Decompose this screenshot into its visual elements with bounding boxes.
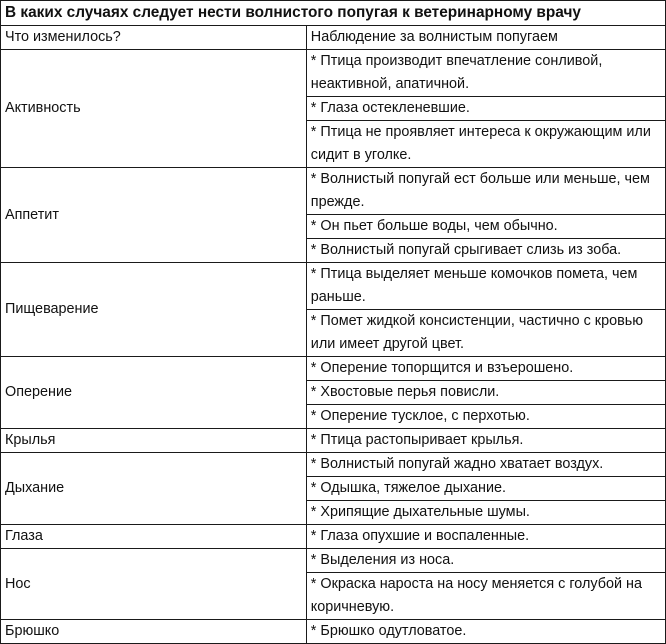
table-row (1, 50, 666, 97)
table-row (1, 429, 666, 453)
observation-cell: * Брюшко одутловатое. (306, 620, 665, 644)
observation-cell: * Волнистый попугай ест больше или меньше, чем прежде. (306, 168, 665, 215)
header-row (1, 26, 666, 50)
observation-cell: * Волнистый попугай срыгивает слизь из зоба. (306, 239, 665, 263)
table-row (1, 357, 666, 381)
observation-cell: * Хвостовые перья повисли. (306, 381, 665, 405)
observation-cell: * Глаза остекленевшие. (306, 97, 665, 121)
observation-cell: * Оперение топорщится и взъерошено. (306, 357, 665, 381)
observation-cell: * Птица производит впечатление сонливой, неактивной, апатичной. (306, 50, 665, 97)
category-cell: Пищеварение (1, 263, 307, 357)
observation-cell: * Оперение тусклое, с перхотью. (306, 405, 665, 429)
observation-cell: * Глаза опухшие и воспаленные. (306, 525, 665, 549)
category-cell: Активность (1, 50, 307, 168)
category-cell: Глаза (1, 525, 307, 549)
table-row (1, 620, 666, 644)
observation-cell: * Он пьет больше воды, чем обычно. (306, 215, 665, 239)
observation-cell: * Окраска нароста на носу меняется с голубой на коричневую. (306, 573, 665, 620)
observation-cell: * Хрипящие дыхательные шумы. (306, 501, 665, 525)
table-title: В каких случаях следует нести волнистого попугая к ветеринарному врачу (1, 1, 666, 26)
observation-cell: * Птица выделяет меньше комочков помета, чем раньше. (306, 263, 665, 310)
category-cell: Нос (1, 549, 307, 620)
category-cell: Аппетит (1, 168, 307, 263)
table-body (1, 50, 666, 644)
table-row (1, 168, 666, 215)
category-cell: Брюшко (1, 620, 307, 644)
table-row (1, 263, 666, 310)
column-header-category: Что изменилось? (1, 26, 307, 50)
observation-cell: * Птица не проявляет интереса к окружающим или сидит в уголке. (306, 121, 665, 168)
table-row (1, 549, 666, 573)
category-cell: Крылья (1, 429, 307, 453)
category-cell: Оперение (1, 357, 307, 429)
table-row (1, 453, 666, 477)
observation-cell: * Помет жидкой консистенции, частично с кровью или имеет другой цвет. (306, 310, 665, 357)
table-row (1, 525, 666, 549)
observation-cell: * Выделения из носа. (306, 549, 665, 573)
observation-cell: * Волнистый попугай жадно хватает воздух. (306, 453, 665, 477)
title-row (1, 1, 666, 26)
observation-cell: * Птица растопыривает крылья. (306, 429, 665, 453)
column-header-observation: Наблюдение за волнистым попугаем (306, 26, 665, 50)
observation-cell: * Одышка, тяжелое дыхание. (306, 477, 665, 501)
category-cell: Дыхание (1, 453, 307, 525)
